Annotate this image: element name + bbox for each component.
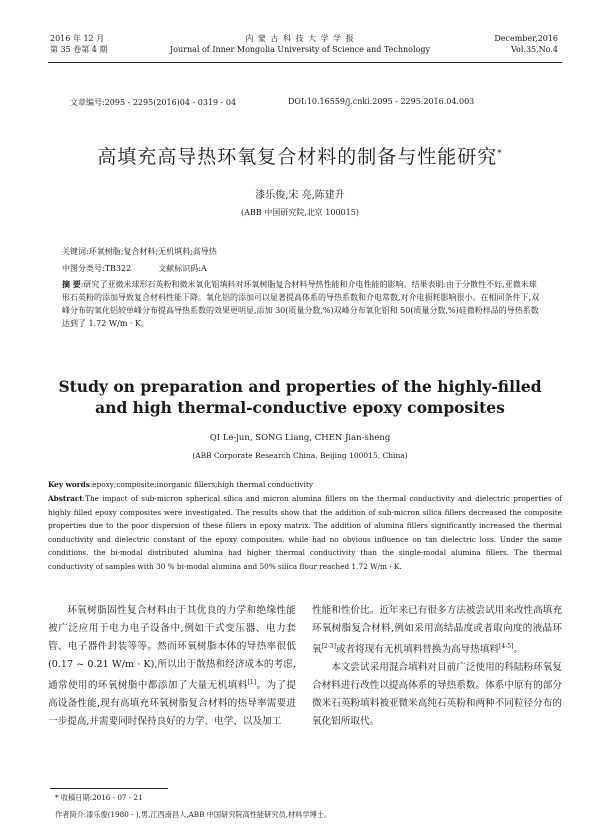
body-right-text: 性能和性价比。近年来已有很多方法被尝试用来改性高填充环氧树脂复合材料,例如采用高结晶度或者取向度的液晶环氧 — [312, 605, 562, 656]
running-header-right — [494, 33, 558, 55]
abstract-en-text: :The impact of sub-micron spherical silica and micron alumina fillers on the thermal conductivity and dielectric properties of highly filled epoxy composites were investigated. The results show that the addition of sub-micron silica fillers decreased the composite properties due to the poor dispersion of these fillers in epoxy matrix. The addition of alumina fillers significantly increased the thermal conductivity and dielectric constant of the epoxy composites, while had no obvious influence on tan dielectric loss. Under the same conditions, the bi-modal distributed alumina had higher thermal conductivity than the single-modal alumina fillers. The thermal conductivity of samples with 30 % bi-modal alumina and 50% silica flour reached 1.72 W/m · K. — [48, 494, 562, 571]
header-volume-en: Vol.35,No.4 — [511, 45, 558, 54]
title-footnote-mark: * — [497, 148, 503, 159]
footnote-received — [55, 793, 143, 803]
footnote-rule — [50, 788, 168, 789]
running-header-center — [150, 33, 450, 55]
citation-1: [1] — [247, 679, 257, 686]
abstract-en-label: Abstract — [48, 494, 83, 503]
citation-2-3: [2-3] — [321, 643, 336, 650]
doc-code-cn: 文献标识码:A — [158, 264, 207, 273]
doi: DOI:10.16559/j.cnki.2095 - 2295.2016.04.003 — [288, 97, 475, 106]
classification-cn: 中图分类号:TB322 — [62, 264, 132, 273]
affiliation-en: (ABB Corporate Research China, Beijing 100015, China) — [192, 451, 408, 460]
running-header-left — [50, 33, 107, 55]
body-right-paragraph-2: 本文尝试采用混合填料对目前广泛使用的科陆粉环氧复合材料进行改性以提高体系的导热系数。体系中原有的部分微米石英粉填料被亚微米高纯石英粉和两种不同粒径分布的氧化铝所取代。 — [312, 662, 562, 728]
abstract-en — [48, 492, 562, 573]
header-volume-cn: 第 35 卷第 4 期 — [50, 45, 108, 54]
citation-4-5: [4-5] — [499, 643, 514, 650]
footnote-mark: * — [55, 793, 61, 802]
header-month-en: December,2016 — [494, 34, 558, 43]
body-right-text-b: 或者将现有无机填料替换为高导热填料 — [335, 644, 500, 656]
abstract-cn-text: :研究了亚微米球形石英粉和微米氧化铝填料对环氧树脂复合材料导热性能和介电性能的影响。结果表明:由于分散性不好,亚微米球形石英粉的添加导致复合材料性能下降。氧化铝的添加可以显著提高体系的导热系数和介电常数,对介电损耗影响很小。在相同条件下,双峰分布的氧化铝较单峰分布提高导热系数的效果更明显,添加 30(质量分数,%)双峰分布氧化铝和 50(质量分数,%)硅微粉样品的导热系数达到了 1.72 W/m · K。 — [62, 280, 540, 328]
abstract-cn-label: 摘 要 — [62, 279, 81, 289]
affiliation-cn: (ABB 中国研究院,北京 100015) — [241, 208, 359, 217]
keywords-en-text: :epoxy;composite;inorganic fillers;high thermal conductivity — [89, 480, 314, 489]
footnote-received-text: 收稿日期:2016 - 07 - 21 — [60, 793, 143, 802]
body-right-paragraph-1 — [312, 602, 562, 659]
header-rule — [48, 62, 562, 63]
body-left-text: 环氧树脂固性复合材料由于其优良的力学和绝缘性能被广泛应用于电力电子设备中,例如干式变压器、电力套管、电子器件封装等等。然而环氧树脂本体的导热率很低(0.17 ~ 0.21 W/m · K),所以出于散热和经济成本的考虑,通常使用的环氧树脂中都添加了大量无机填料 — [48, 605, 296, 692]
authors-cn: 漆乐俊,宋 亮,陈建升 — [255, 190, 345, 201]
title-en-line1: Study on preparation and properties of the highly-filled — [58, 377, 542, 396]
title-cn-text: 高填充高导热环氧复合材料的制备与性能研究 — [97, 146, 498, 168]
title-en-line2: and high thermal-conductive epoxy composites — [95, 398, 505, 417]
journal-name-en: Journal of Inner Mongolia University of Science and Technology — [169, 45, 431, 54]
header-date: 2016 年 12 月 — [50, 34, 105, 43]
keywords-en — [48, 478, 562, 492]
journal-name-cn: 内 蒙 古 科 技 大 学 学 报 — [245, 34, 355, 43]
article-number: 文章编号:2095 - 2295(2016)04 - 0319 - 04 — [70, 98, 237, 107]
body-right-text-c: 。 — [513, 644, 523, 656]
classification-row — [62, 262, 544, 275]
body-column-right — [312, 602, 562, 731]
body-left-text-cont: 。为了提高设备性能,现有高填充环氧树脂复合材料的热导率需要进一步提高,并需要同时保持良好的力学、电学、以及加工 — [48, 680, 297, 728]
authors-en: QI Le-jun, SONG Liang, CHEN Jian-sheng — [209, 433, 391, 443]
abstract-cn — [62, 278, 544, 330]
paper-title-cn — [40, 142, 560, 169]
keywords-cn: 关键词:环氧树脂;复合材料;无机填料;高导热 — [62, 247, 217, 256]
keywords-en-label: Key words — [48, 480, 90, 489]
body-column-left — [48, 602, 296, 731]
paper-title-en — [40, 376, 560, 418]
footnote-author: 作者简介:漆乐俊(1980 - ),男,江西南昌人,ABB 中国研究院高性能研究员,材料学博士。 — [55, 810, 332, 819]
